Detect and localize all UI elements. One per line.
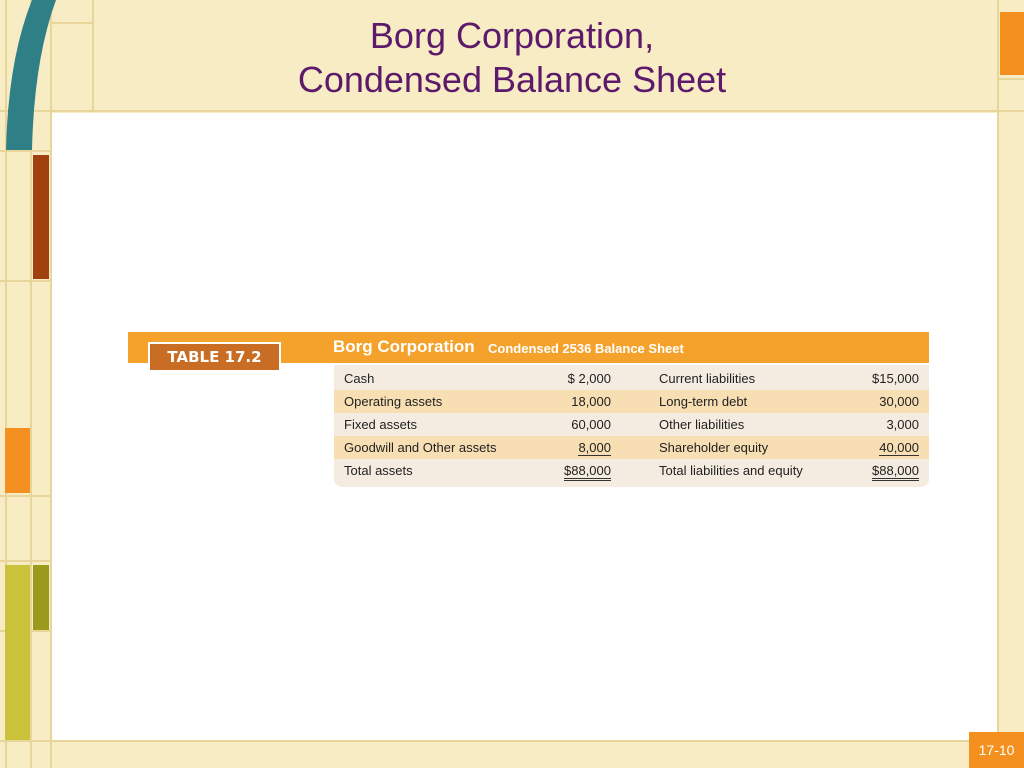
- title-line-2: Condensed Balance Sheet: [297, 59, 727, 100]
- liability-label: Long-term debt: [659, 394, 748, 409]
- liability-label: Other liabilities: [659, 417, 745, 432]
- frame-hline: [0, 280, 52, 282]
- rust-bar-shape: [33, 155, 49, 279]
- asset-value: $ 2,000: [567, 371, 611, 386]
- frame-hline: [0, 495, 52, 497]
- balance-sheet-table: [128, 332, 929, 490]
- frame-vline: [997, 0, 999, 768]
- asset-value: $88,000: [564, 463, 611, 481]
- asset-label: Total assets: [344, 463, 413, 478]
- liability-label: Current liabilities: [659, 371, 756, 386]
- asset-value: 18,000: [571, 394, 611, 409]
- asset-label: Cash: [344, 371, 375, 386]
- table-row: [334, 390, 929, 413]
- asset-value: 60,000: [571, 417, 611, 432]
- table-body: [334, 365, 929, 487]
- liability-label: Shareholder equity: [659, 440, 769, 455]
- olive-block-shape: [33, 565, 49, 630]
- frame-hline: [0, 740, 1024, 742]
- frame-hline: [0, 110, 1024, 112]
- table-number-badge: TABLE 17.2: [148, 342, 281, 372]
- table-row: [334, 367, 929, 390]
- liability-value: 30,000: [879, 394, 919, 409]
- lime-block-shape: [5, 565, 30, 740]
- slide-number: 17-10: [969, 732, 1024, 768]
- frame-hline: [0, 560, 52, 562]
- liability-value: $88,000: [872, 463, 919, 481]
- table-row: [334, 459, 929, 482]
- table-row: [334, 413, 929, 436]
- liability-value: 40,000: [879, 440, 919, 455]
- asset-value: 8,000: [578, 440, 611, 455]
- orange-block-left-shape: [5, 428, 30, 493]
- liability-label: Total liabilities and equity: [659, 463, 803, 478]
- asset-label: Goodwill and Other assets: [344, 440, 497, 455]
- title-line-1: Borg Corporation,: [369, 15, 655, 56]
- liability-value: 3,000: [886, 417, 919, 432]
- table-subtitle: Condensed 2536 Balance Sheet: [488, 341, 684, 356]
- table-company-name: Borg Corporation: [333, 337, 475, 356]
- slide-title: [0, 14, 1024, 102]
- liability-value: $15,000: [872, 371, 919, 386]
- asset-label: Operating assets: [344, 394, 443, 409]
- asset-label: Fixed assets: [344, 417, 417, 432]
- table-row: [334, 436, 929, 459]
